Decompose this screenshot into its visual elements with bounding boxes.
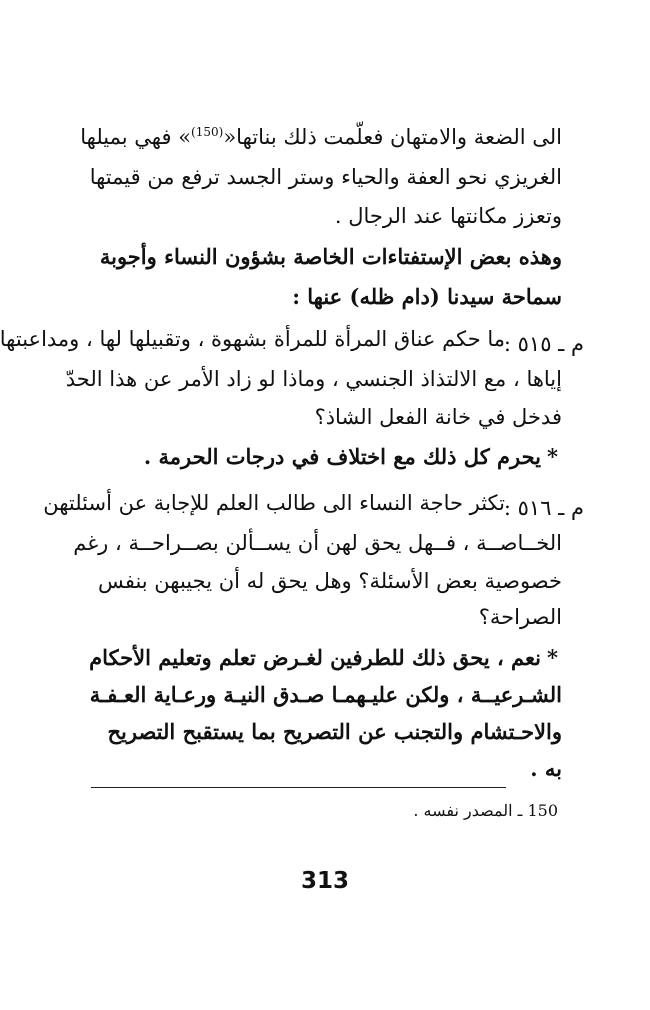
answer-star-icon: *	[547, 444, 558, 469]
intro-line-1-text: الى الضعة والامتهان فعلّمت ذلك بناتها«	[223, 125, 562, 149]
answer-star-icon: *	[547, 645, 558, 670]
answer-516-line-2: الشـرعيــة ، ولكن عليـهمـا صـدق النيـة ورعـاية العـفـة	[89, 682, 562, 707]
preface-line-1: وهذه بعض الإستفتاءات الخاصة بشؤون النساء وأجوبة	[99, 244, 562, 269]
answer-516-line-3: والاحـتشام والتجنب عن التصريح بما يستقبح التصريح	[107, 719, 562, 744]
question-516-line-4: الصراحة؟	[478, 605, 562, 629]
footnote-reference[interactable]: (150)	[191, 125, 224, 139]
answer-516-line-1	[89, 645, 558, 671]
intro-line-3: وتعزز مكانتها عند الرجال .	[334, 204, 562, 228]
preface-line-2: سماحة سيدنا (دام ظله) عنها :	[292, 284, 562, 309]
question-515-line-1: ما حكم عناق المرأة للمرأة بشهوة ، وتقبيلها لها ، ومداعبتها	[0, 327, 505, 351]
answer-515	[138, 444, 558, 470]
question-515-line-3: فدخل في خانة الفعل الشاذ؟	[314, 405, 562, 429]
intro-line-1	[80, 124, 562, 150]
question-516-line-3: خصوصية بعض الأسئلة؟ وهل يحق له أن يجيبهن بنفس	[98, 569, 562, 593]
footnote	[413, 800, 558, 822]
question-516-line-1: تكثر حاجة النساء الى طالب العلم للإجابة عن أسئلتهن	[43, 491, 505, 515]
footnote-number: 150	[527, 801, 558, 820]
answer-516-line-4: به .	[530, 756, 562, 781]
question-516-label: م ـ ٥١٦ :	[503, 496, 584, 520]
question-516-line-2: الخــاصــة ، فــهل يحق لهن أن يســألن بصــراحــة ، رغم	[73, 531, 562, 555]
footnote-text: ـ المصدر نفسه .	[413, 801, 523, 820]
intro-line-2: الغريزي نحو العفة والحياء وستر الجسد ترفع من قيمتها	[89, 165, 562, 189]
footnote-separator	[91, 787, 506, 788]
answer-515-text: يحرم كل ذلك مع اختلاف في درجات الحرمة .	[143, 444, 542, 469]
intro-line-1-tail: » فهي بميلها	[80, 125, 192, 149]
page-number: 313	[300, 868, 349, 894]
question-515-line-2: إياها ، مع الالتذاذ الجنسي ، وماذا لو زاد الأمر عن هذا الحدّ	[65, 367, 562, 391]
answer-516-line-1-text: نعم ، يحق ذلك للطرفين لغـرض تعلم وتعليم الأحكام	[89, 645, 542, 670]
question-515-label: م ـ ٥١٥ :	[503, 332, 584, 356]
